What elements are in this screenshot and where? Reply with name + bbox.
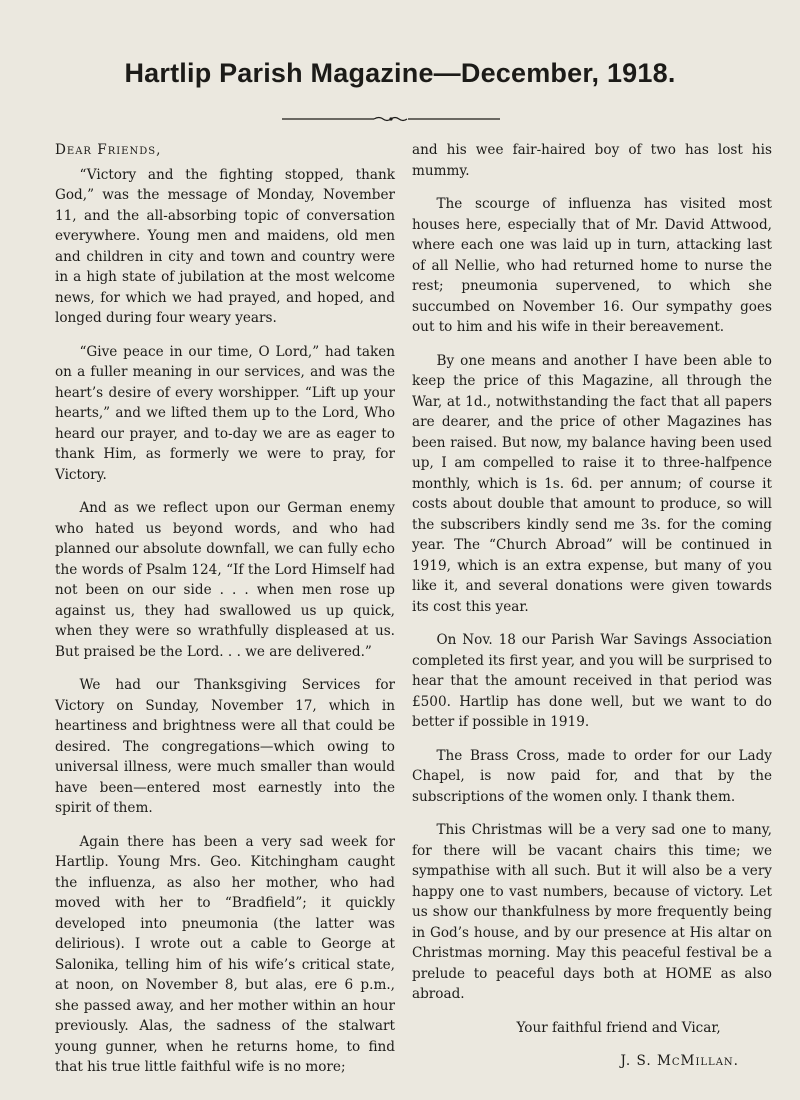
letter-greeting: Dear Friends, <box>55 142 162 158</box>
right-column <box>412 140 772 1085</box>
paragraph-continuation: and his wee fair-haired boy of two has lost his mummy. <box>412 142 772 179</box>
paragraph: Again there has been a very sad week for Hartlip. Young Mrs. Geo. Kitchingham caught the influenza, as also her mother, who had moved with her to “Bradfield”; it quickly developed into pneumonia (the latter was delirious). I wrote out a cable to George at Salonika, telling him of his wife’s critical state, at noon, on November 8, but alas, ere 6 p.m., she passed away, and her mother within an hour previously. Alas, the sadness of the stalwart young gunner, when he returns home, to find that his true little faithful wife is no more; <box>55 833 395 1075</box>
paragraph: And as we reflect upon our German enemy who hated us beyond words, and who had planned our absolute downfall, we can fully echo the words of Psalm 124, “If the Lord Himself had not been on our side . . . when men rose up against us, they had swallowed us up quick, when they were so wrathfully displeased at us. But praised be the Lord. . . we are delivered.” <box>55 500 395 660</box>
paragraph: On Nov. 18 our Parish War Savings Association completed its first year, and you will be surprised to hear that the amount received in that period was £500. Hartlip has done well, but we want to do better if possible in 1919. <box>412 632 772 730</box>
letter-signature: J. S. McMillan. <box>620 1053 739 1069</box>
paragraph: We had our Thanksgiving Services for Victory on Sunday, November 17, which in heartiness and brightness were all that could be desired. The congregations—which owing to universal illness, were much smaller than would have been—entered most earnestly into the spirit of them. <box>55 677 395 816</box>
paragraph: The scourge of influenza has visited most houses here, especially that of Mr. David Attwood, where each one was laid up in turn, attacking last of all Nellie, who had returned home to nurse the rest; pneumonia supervened, to which she succumbed on November 16. Our sympathy goes out to him and his wife in their bereavement. <box>412 196 772 335</box>
paragraph: By one means and another I have been able to keep the price of this Magazine, all through the War, at 1d., notwithstanding the fact that all papers are dearer, and the price of other Magazines has been raised. But now, my balance having been used up, I am compelled to raise it to three-halfpence monthly, which is 1s. 6d. per annum; of course it costs about double that amount to produce, so will the subscribers kindly send me 3s. for the coming year. The “Church Abroad” will be continued in 1919, which is an extra expense, but many of you like it, and several donations were given towards its cost this year. <box>412 352 772 615</box>
paragraph: “Victory and the fighting stopped, thank God,” was the message of Monday, November 11, and the all-absorbing topic of conversation everywhere. Young men and maidens, old men and children in city and town and country were in a high state of jubilation at the most welcome news, for which we had prayed, and hoped, and longed during four weary years. <box>55 166 395 326</box>
title-divider-ornament <box>282 116 500 122</box>
paragraph: This Christmas will be a very sad one to many, for there will be vacant chairs this time; we sympathise with all such. But it will also be a very happy one to vast numbers, because of victory. Let us show our thankfulness by more frequently being in God’s house, and by our presence at His altar on Christmas morning. May this peaceful festival be a prelude to peaceful days both at HOME as also abroad. <box>412 822 772 1002</box>
letter-closing: Your faithful friend and Vicar, <box>516 1019 721 1036</box>
paragraph: “Give peace in our time, O Lord,” had taken on a fuller meaning in our services, and was the heart’s desire of every worshipper. “Lift up your hearts,” and we lifted them up to the Lord, Who heard our prayer, and to-day we are as eager to thank Him, as formerly we were to pray, for Victory. <box>55 343 395 483</box>
paragraph: The Brass Cross, made to order for our Lady Chapel, is now paid for, and that by the subscriptions of the women only. I thank them. <box>412 747 772 805</box>
left-column <box>55 140 395 1091</box>
page-title: Hartlip Parish Magazine—December, 1918. <box>124 58 676 88</box>
